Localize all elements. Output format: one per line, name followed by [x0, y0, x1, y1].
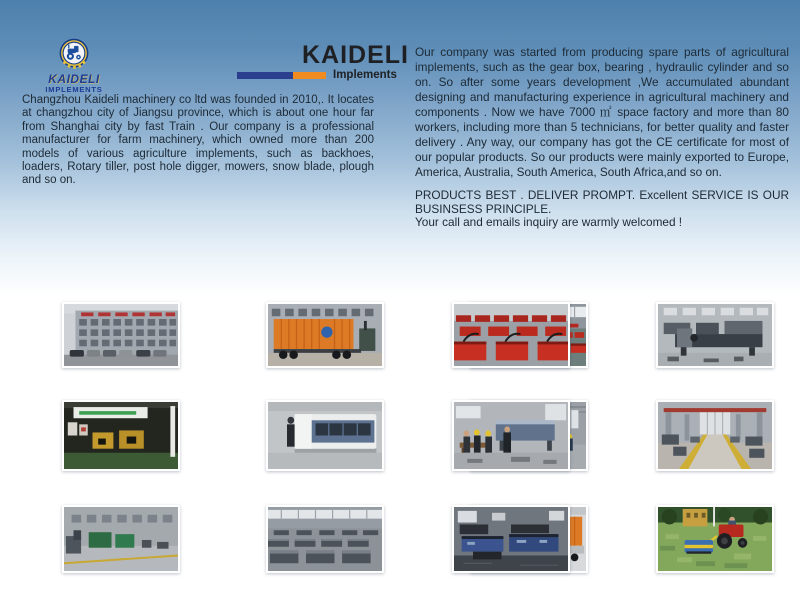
- header-bar-blue: [237, 72, 293, 79]
- page-header: [237, 42, 409, 81]
- photo-welding-screens: [62, 505, 180, 573]
- header-bar: [237, 70, 409, 81]
- profile-paragraph-2: PRODUCTS BEST . DELIVER PROMPT. Excellent SERVICE IS OUR BUSINSESS PRINCIPLE.: [415, 188, 789, 216]
- photo-lathe-section: [656, 302, 774, 368]
- right-photo-row-2: [412, 384, 800, 487]
- tractor-badge-icon: [56, 36, 92, 72]
- profile-paragraph-3: Your call and emails inquiry are warmly welcomed !: [415, 215, 683, 230]
- company-profile: [415, 45, 789, 230]
- photo-exhibition-booth: [62, 400, 180, 471]
- right-photo-row-1: [412, 286, 800, 384]
- logo-sub-text: IMPLEMENTS: [45, 85, 103, 94]
- photo-blue-shearing-machines: [452, 505, 570, 573]
- photo-factory-exterior: [62, 302, 180, 368]
- photo-mower-decks-rows: [266, 505, 384, 573]
- photo-container-truck: [266, 302, 384, 368]
- company-logo: [34, 36, 114, 94]
- photo-laser-cutting-machine: [266, 400, 384, 471]
- logo-brand-text: KAIDELI: [48, 72, 100, 86]
- profile-paragraph-1: Our company was started from producing spare parts of agricultural implements, such as the gear box, bearing , hydraulic cylinder and so on. So after some years development ,We accumulated abundant designing and manufacturing experience in agricultural machinery and components . Now we have 7000 ㎡ space factory and more than 80 workers, including more than 5 technicians, for better quality and faster delivery . Any way, our company has got the CE certificate for most of our popular products. So our products were mainly exported to Europe, America, Australia, South America, South Africa,and so on.: [415, 45, 789, 179]
- photo-red-mowers-lineup: [452, 302, 570, 368]
- company-intro-paragraph: Changzhou Kaideli machinery co ltd was founded in 2010,. It locates at changzhou city of Jiangsu province, which is about one hour far from Shanghai city by fast Train . Our company is a professional manufacturer for farm machinery, which owned more than 200 models of various agriculture implements, such as backhoes, loaders, Rotary tiller, post hole digger, mowers, snow blade, plough and so on.: [22, 94, 374, 187]
- photo-factory-aisle: [656, 400, 774, 471]
- header-title: KAIDELI: [302, 41, 409, 69]
- photo-tractor-flail-mower-grass: [656, 505, 774, 573]
- header-subtitle: Implements: [333, 69, 397, 81]
- right-photo-row-3: [412, 489, 800, 589]
- photo-shearing-workers: [452, 400, 570, 471]
- header-bar-orange: [293, 72, 326, 79]
